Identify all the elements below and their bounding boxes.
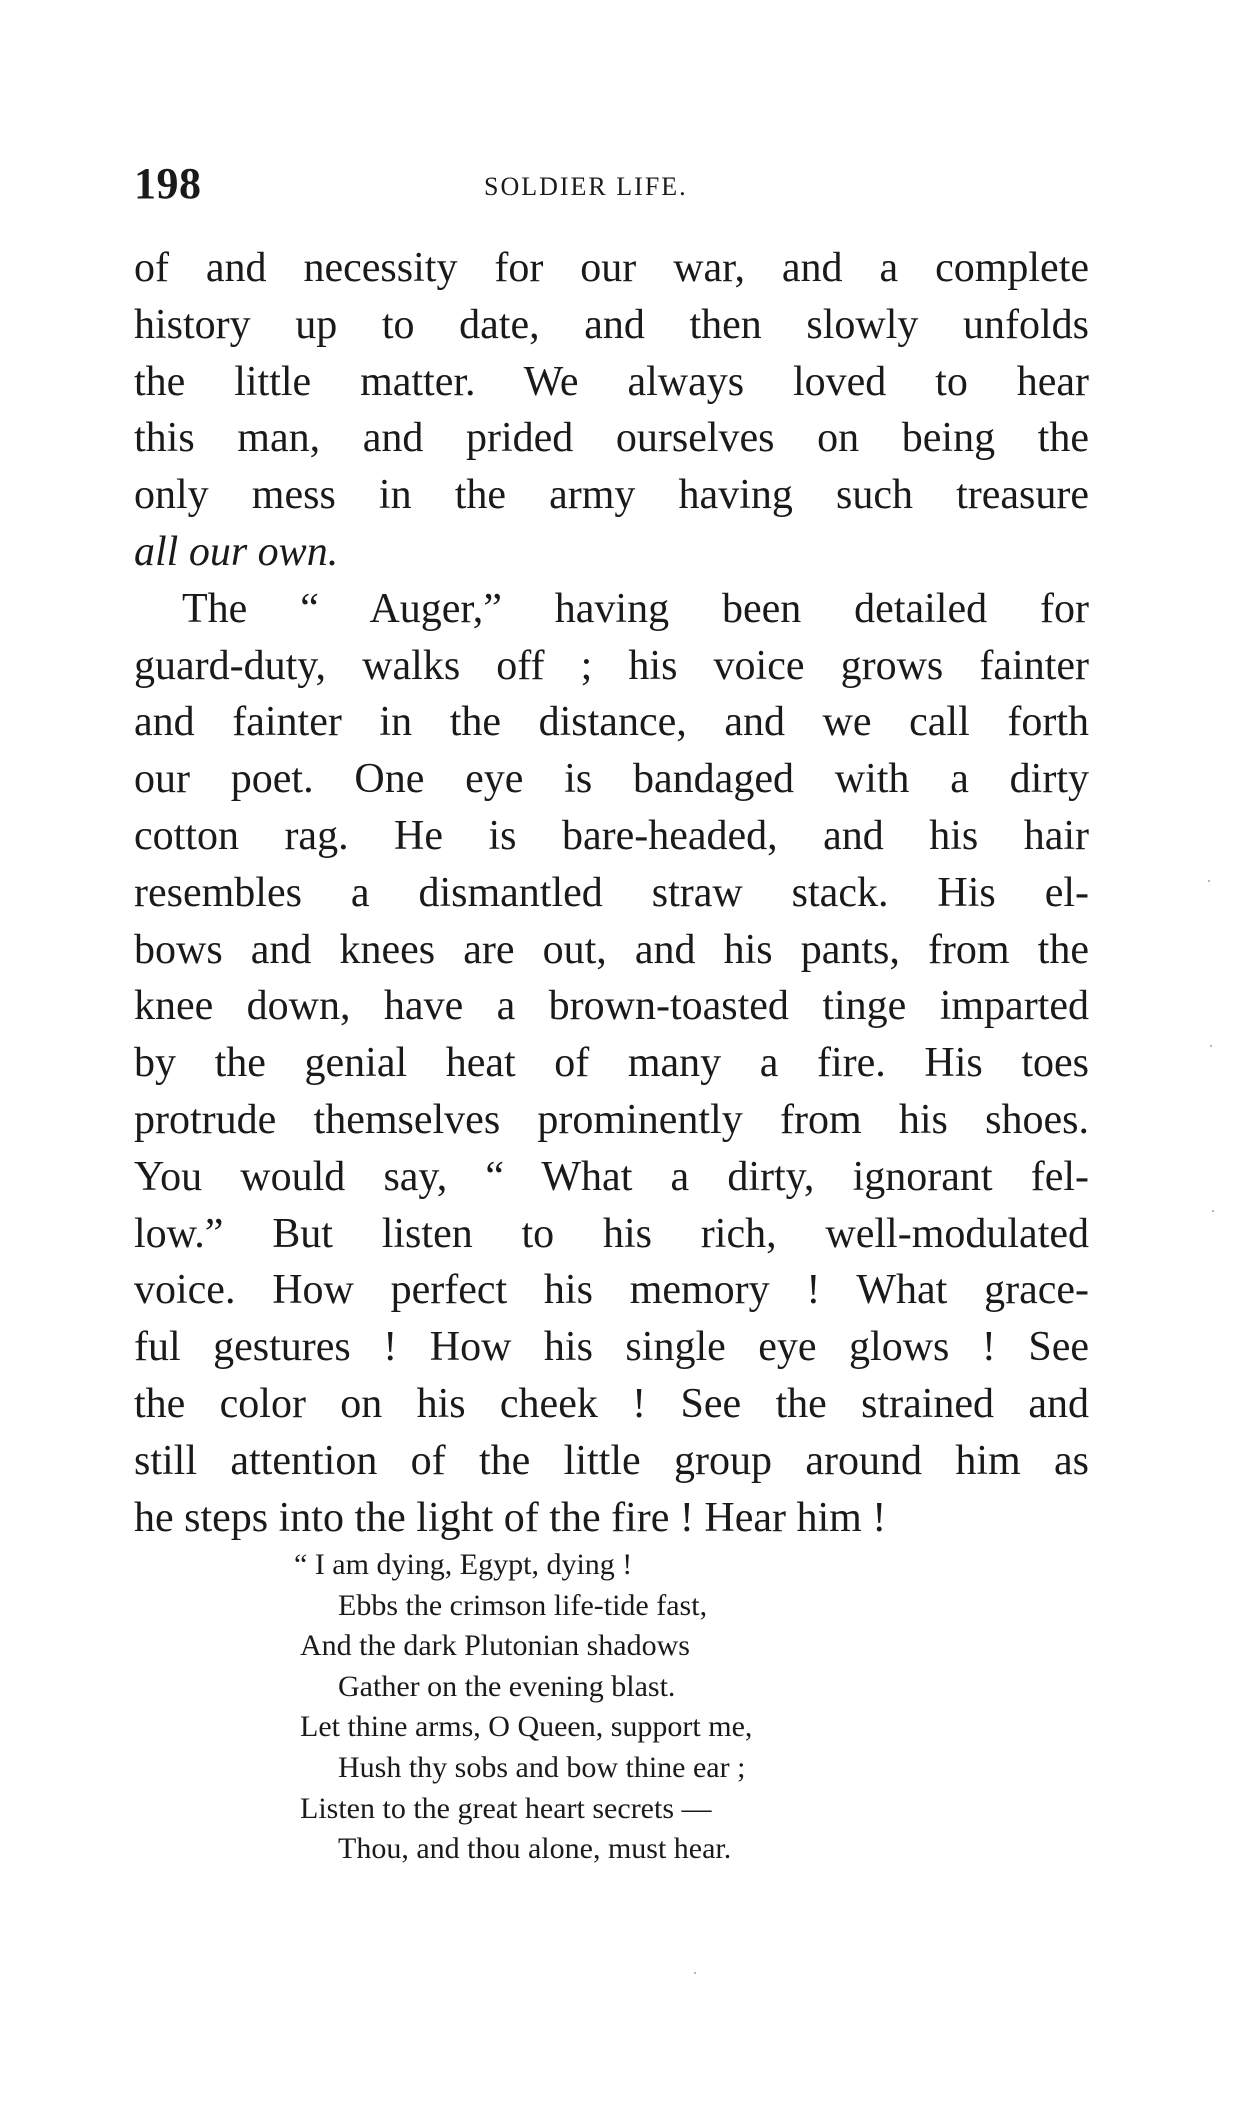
poem-line: Listen to the great heart secrets — [300, 1791, 712, 1825]
text-line: cotton rag. He is bare-headed, and his hair [134, 812, 1089, 859]
text-line: only mess in the army having such treasure [134, 472, 1089, 519]
text-line: our poet. One eye is bandaged with a dirty [134, 756, 1089, 803]
text-line: guard-duty, walks off ; his voice grows fainter [134, 642, 1089, 689]
paper-speck [1212, 1210, 1214, 1212]
text-line: still attention of the little group around him as [134, 1437, 1089, 1484]
poem-block [294, 1545, 1000, 1870]
poem-line: Thou, and thou alone, must hear. [338, 1832, 732, 1866]
poem-line: And the dark Plutonian shadows [300, 1629, 690, 1663]
text-line: knee down, have a brown-toasted tinge imparted [134, 983, 1089, 1030]
body-text [134, 240, 1089, 1546]
text-line: and fainter in the distance, and we call forth [134, 699, 1089, 746]
text-line: by the genial heat of many a fire. His toes [134, 1040, 1089, 1087]
paper-speck [1210, 1045, 1212, 1047]
text-line: the color on his cheek ! See the strained and [134, 1380, 1089, 1427]
text-line: he steps into the light of the fire ! Hear him ! [134, 1494, 887, 1541]
running-head [134, 158, 1104, 218]
text-line: The “ Auger,” having been detailed for [182, 585, 1089, 632]
text-line: this man, and prided ourselves on being the [134, 415, 1089, 462]
text-line: bows and knees are out, and his pants, from the [134, 926, 1089, 973]
text-line: the little matter. We always loved to hear [134, 358, 1089, 405]
paper-speck [1208, 880, 1210, 882]
text-line: protrude themselves prominently from his shoes. [134, 1096, 1089, 1143]
poem-line: Ebbs the crimson life-tide fast, [338, 1588, 708, 1622]
text-line: voice. How perfect his memory ! What grace- [134, 1267, 1089, 1314]
text-line: history up to date, and then slowly unfolds [134, 301, 1089, 348]
running-title: SOLDIER LIFE. [484, 172, 688, 201]
poem-line: Let thine arms, O Queen, support me, [300, 1710, 753, 1744]
text-line-italic: all our own. [134, 528, 339, 575]
poem-line: “ I am dying, Egypt, dying ! [294, 1548, 633, 1581]
text-line: of and necessity for our war, and a complete [134, 245, 1089, 291]
poem-line: Hush thy sobs and bow thine ear ; [338, 1750, 746, 1784]
poem-line: Gather on the evening blast. [338, 1669, 676, 1703]
text-line: resembles a dismantled straw stack. His el- [134, 869, 1089, 916]
text-line: ful gestures ! How his single eye glows ! See [134, 1324, 1089, 1371]
text-line: You would say, “ What a dirty, ignorant fel- [134, 1153, 1089, 1200]
paper-speck [694, 1972, 696, 1974]
page-number: 198 [134, 159, 202, 208]
text-line: low.” But listen to his rich, well-modulated [134, 1210, 1089, 1257]
